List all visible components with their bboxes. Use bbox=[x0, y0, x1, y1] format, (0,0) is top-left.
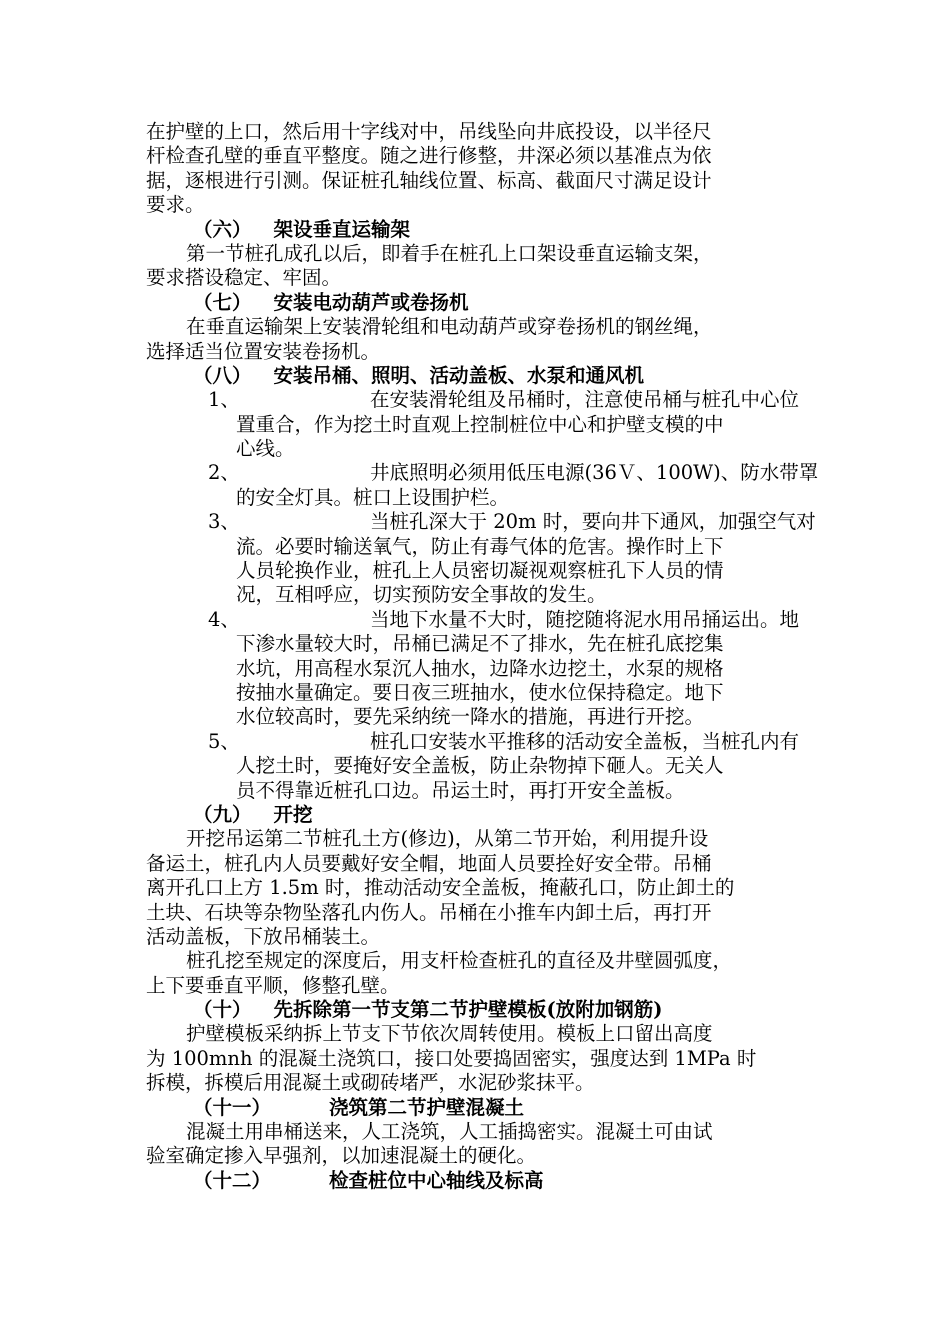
section-number: （七） bbox=[193, 290, 252, 314]
section-heading bbox=[146, 1169, 808, 1193]
text-line: 井底照明必须用低压电源(36Ｖ、100W)、防水带罩 bbox=[370, 461, 819, 485]
text-line: 水坑，用高程水泵沉人抽水，边降水边挖土，水泵的规格 bbox=[236, 656, 724, 680]
section-title: 安装电动葫芦或卷扬机 bbox=[273, 290, 469, 314]
text-line: 据，逐根进行引测。保证桩孔轴线位置、标高、截面尺寸满足设计 bbox=[146, 168, 712, 192]
text-line: 水位较高时，要先采纳统一降水的措施，再进行开挖。 bbox=[236, 705, 705, 729]
document-body bbox=[146, 120, 819, 1193]
list-item bbox=[146, 730, 808, 803]
section-number: （六） bbox=[193, 217, 252, 241]
text-line: 桩孔口安装水平推移的活动安全盖板，当桩孔内有 bbox=[370, 729, 800, 753]
text-line: 要求。 bbox=[146, 193, 205, 217]
text-line: 第一节桩孔成孔以后，即着手在桩孔上口架设垂直运输支架， bbox=[186, 241, 713, 265]
list-item bbox=[146, 510, 816, 608]
section-number: （八） bbox=[193, 363, 252, 387]
section-title: 先拆除第一节支第二节护壁模板(放附加钢筋) bbox=[273, 998, 663, 1022]
text-line: 混凝土用串桶送来，人工浇筑，人工插捣密实。混凝土可由试 bbox=[186, 1120, 713, 1144]
text-line: 当桩孔深大于 20m 时，要向井下通风，加强空气对 bbox=[370, 510, 816, 534]
section-number: （九） bbox=[193, 802, 252, 826]
section-title: 检查桩位中心轴线及标高 bbox=[329, 1168, 544, 1192]
text-line: 流。必要时输送氧气，防止有毒气体的危害。操作时上下 bbox=[236, 534, 724, 558]
list-item-first-line bbox=[146, 388, 808, 412]
list-item-first-line bbox=[146, 461, 819, 485]
text-line: 离开孔口上方 1.5m 时，推动活动安全盖板，掩蔽孔口，防止卸土的 bbox=[146, 876, 735, 900]
section-heading bbox=[146, 291, 808, 315]
text-line: 置重合，作为挖土时直观上控制桩位中心和护壁支模的中 bbox=[236, 412, 724, 436]
text-line: 人挖土时，要掩好安全盖板，防止杂物掉下砸人。无关人 bbox=[236, 754, 724, 778]
paragraph bbox=[146, 1120, 808, 1169]
paragraph bbox=[146, 120, 808, 218]
paragraph bbox=[146, 315, 808, 364]
section-number: （十二） bbox=[193, 1168, 272, 1192]
section-title: 开挖 bbox=[273, 802, 313, 826]
list-number: 4、 bbox=[208, 607, 240, 631]
paragraph bbox=[146, 1022, 808, 1095]
text-line: 开挖吊运第二节桩孔土方(修边)，从第二节开始，利用提升设 bbox=[186, 827, 709, 851]
section-heading bbox=[146, 1096, 808, 1120]
section-heading bbox=[146, 998, 808, 1022]
text-line: 选择适当位置安装卷扬机。 bbox=[146, 339, 381, 363]
paragraph bbox=[146, 949, 808, 998]
text-line: 桩孔挖至规定的深度后，用支杆检查桩孔的直径及井壁圆弧度， bbox=[186, 949, 733, 973]
text-line: 在安装滑轮组及吊桶时，注意使吊桶与桩孔中心位 bbox=[370, 388, 800, 412]
section-heading bbox=[146, 803, 808, 827]
text-line: 活动盖板，下放吊桶装土。 bbox=[146, 924, 381, 948]
list-item bbox=[146, 461, 819, 510]
section-heading bbox=[146, 364, 808, 388]
text-line: 备运土，桩孔内人员要戴好安全帽，地面人员要拴好安全带。吊桶 bbox=[146, 851, 712, 875]
list-item-first-line bbox=[146, 510, 816, 534]
text-line: 护壁模板采纳拆上节支下节依次周转使用。模板上口留出高度 bbox=[186, 1022, 713, 1046]
list-number: 2、 bbox=[208, 461, 240, 485]
paragraph bbox=[146, 827, 808, 949]
text-line: 土块、石块等杂物坠落孔内伤人。吊桶在小推车内卸土后，再打开 bbox=[146, 900, 712, 924]
list-number: 1、 bbox=[208, 388, 240, 412]
list-number: 5、 bbox=[208, 729, 240, 753]
text-line: 上下要垂直平顺，修整孔壁。 bbox=[146, 973, 400, 997]
section-number: （十一） bbox=[193, 1095, 272, 1119]
list-item bbox=[146, 388, 808, 461]
paragraph bbox=[146, 242, 808, 291]
list-item-first-line bbox=[146, 730, 808, 754]
text-line: 当地下水量不大时，随挖随将泥水用吊捅运出。地 bbox=[370, 607, 800, 631]
text-line: 人员轮换作业，桩孔上人员密切凝视观察桩孔下人员的情 bbox=[236, 559, 724, 583]
text-line: 拆模，拆模后用混凝土或砌砖堵严，水泥砂浆抹平。 bbox=[146, 1071, 595, 1095]
text-line: 验室确定掺入早强剂，以加速混凝土的硬化。 bbox=[146, 1144, 537, 1168]
section-title: 架设垂直运输架 bbox=[273, 217, 411, 241]
section-title: 浇筑第二节护壁混凝土 bbox=[329, 1095, 525, 1119]
text-line: 在护壁的上口，然后用十字线对中，吊线坠向井底投设，以半径尺 bbox=[146, 120, 712, 143]
text-line: 员不得靠近桩孔口边。吊运土时，再打开安全盖板。 bbox=[236, 778, 685, 802]
section-title: 安装吊桶、照明、活动盖板、水泵和通风机 bbox=[273, 363, 645, 387]
text-line: 的安全灯具。桩口上设围护栏。 bbox=[236, 485, 510, 509]
text-line: 要求搭设稳定、牢固。 bbox=[146, 266, 342, 290]
text-line: 下渗水量较大时，吊桶已满足不了排水，先在桩孔底挖集 bbox=[236, 632, 724, 656]
text-line: 况，互相呼应，切实预防安全事故的发生。 bbox=[236, 583, 607, 607]
text-line: 在垂直运输架上安装滑轮组和电动葫芦或穿卷扬机的钢丝绳， bbox=[186, 315, 713, 339]
list-number: 3、 bbox=[208, 510, 240, 534]
text-line: 心线。 bbox=[236, 437, 295, 461]
list-item-first-line bbox=[146, 608, 808, 632]
list-item bbox=[146, 608, 808, 730]
section-heading bbox=[146, 218, 808, 242]
text-line: 杆检查孔壁的垂直平整度。随之进行修整，井深必须以基准点为依 bbox=[146, 144, 712, 168]
section-number: （十） bbox=[193, 998, 252, 1022]
text-line: 为 100mnh 的混凝土浇筑口，接口处要捣固密实，强度达到 1MPa 时 bbox=[146, 1046, 757, 1070]
text-line: 按抽水量确定。要日夜三班抽水，使水位保持稳定。地下 bbox=[236, 680, 724, 704]
